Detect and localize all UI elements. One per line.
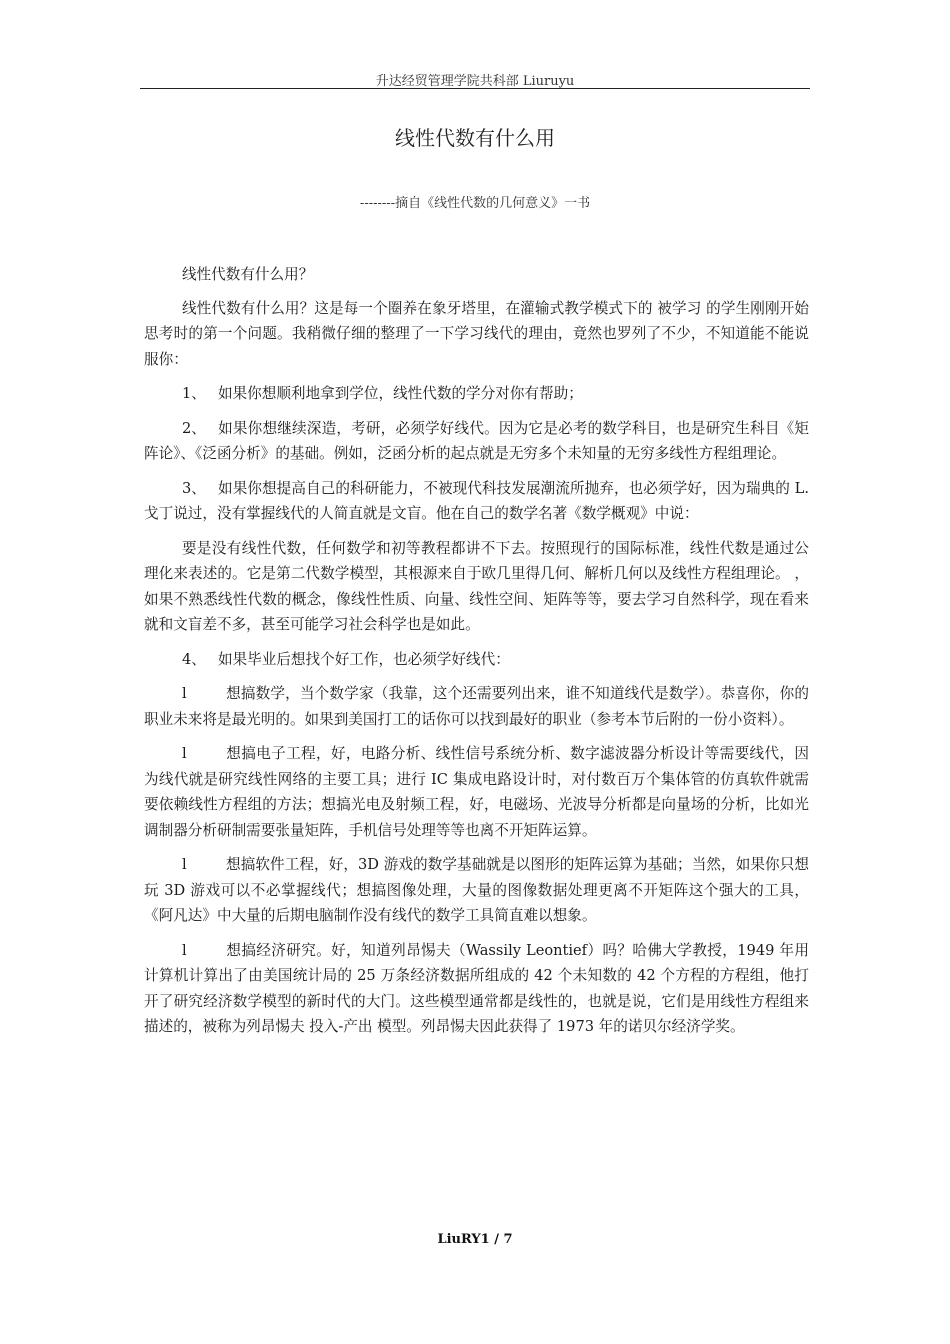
- list-text: 如果你想继续深造，考研，必须学好线代。因为它是必考的数学科目，也是研究生科目《矩阵论》、《泛函分析》的基础。例如，泛函分析的起点就是无穷多个未知量的无穷多线性方程组理论。: [144, 419, 809, 462]
- bullet-marker: l: [181, 941, 187, 959]
- question-paragraph: 线性代数有什么用？: [181, 266, 314, 283]
- bullet-text: 想搞软件工程，好，3D 游戏的数学基础就是以图形的矩阵运算为基础；当然，如果你只想玩 3D 游戏可以不必掌握线代；想搞图像处理，大量的图像数据处理更离不开矩阵这个强大的工具，《阿凡达》中大量的后期电脑制作没有线代的数学工具简直难以想象。: [144, 856, 809, 924]
- list-number: 2、: [181, 419, 206, 437]
- bullet-marker: l: [181, 685, 187, 702]
- list-item-4: [144, 647, 809, 673]
- bullet-item-economics: [144, 938, 809, 1040]
- list-text: 如果你想顺利地拿到学位，线性代数的学分对你有帮助；: [217, 385, 583, 402]
- bullet-item-software: [144, 852, 809, 929]
- list-number: 3、: [181, 479, 206, 497]
- document-title: 线性代数有什么用: [395, 126, 555, 150]
- list-text: 如果你想提高自己的科研能力，不被现代科技发展潮流所抛弃，也必须学好，因为瑞典的 L.戈丁说过，没有掌握线代的人简直就是文盲。他在自己的数学名著《数学概观》中说：: [144, 479, 809, 522]
- header-rule: [140, 88, 810, 89]
- list-number: 1、: [181, 385, 206, 402]
- page-footer: LiuRY1 / 7: [437, 1232, 513, 1247]
- list-number: 4、: [181, 650, 206, 668]
- bullet-text: 想搞经济研究。好，知道列昂惕夫（Wassily Leontief）吗？哈佛大学教授，1949 年用计算机计算出了由美国统计局的 25 万条经济数据所组成的 42 个未知数的 42 个方程的方程组，他打开了研究经济数学模型的新时代的大门。这些模型通常都是线性的，也就是说，它们是用线性方程组来描述的，被称为列昂惕夫 投入-产出 模型。列昂惕夫因此获得了 1973 年的诺贝尔经济学奖。: [144, 941, 809, 1035]
- bullet-text: 想搞数学，当个数学家（我靠，这个还需要列出来，谁不知道线代是数学）。恭喜你，你的职业未来将是最光明的。如果到美国打工的话你可以找到最好的职业（参考本节后附的一份小资料）。: [144, 685, 809, 728]
- list-item-1: [144, 381, 809, 407]
- document-body: [144, 262, 809, 1049]
- page-header: 升达经贸管理学院共科部 Liuruyu: [375, 74, 575, 89]
- list-item-3: [144, 476, 809, 527]
- list-text: 如果毕业后想找个好工作，也必须学好线代：: [217, 650, 510, 668]
- document-subtitle: --------摘自《线性代数的几何意义》一书: [359, 196, 591, 211]
- quote-paragraph: 要是没有线性代数，任何数学和初等教程都讲不下去。按照现行的国际标准，线性代数是通过公理化来表述的。它是第二代数学模型，其根源来自于欧几里得几何、解析几何以及线性方程组理论。 ，如果不熟悉线性代数的概念，像线性性质、向量、线性空间、矩阵等等，要去学习自然科学，现在看来就和文盲差不多，甚至可能学习社会科学也是如此。: [144, 539, 809, 633]
- bullet-text: 想搞电子工程，好，电路分析、线性信号系统分析、数字滤波器分析设计等需要线代，因为线代就是研究线性网络的主要工具；进行 IC 集成电路设计时，对付数百万个集体管的仿真软件就需要依赖线性方程组的方法；想搞光电及射频工程，好，电磁场、光波导分析都是向量场的分析，比如光调制器分析研制需要张量矩阵，手机信号处理等等也离不开矩阵运算。: [144, 745, 809, 839]
- list-item-2: [144, 416, 809, 467]
- bullet-marker: l: [181, 856, 187, 873]
- bullet-item-math: [144, 681, 809, 732]
- bullet-marker: l: [181, 745, 187, 762]
- intro-paragraph: 线性代数有什么用？这是每一个圈养在象牙塔里，在灌输式教学模式下的 被学习 的学生刚刚开始思考时的第一个问题。我稍微仔细的整理了一下学习线代的理由，竟然也罗列了不少，不知道能不能说服你：: [144, 299, 809, 368]
- bullet-item-ee: [144, 741, 809, 843]
